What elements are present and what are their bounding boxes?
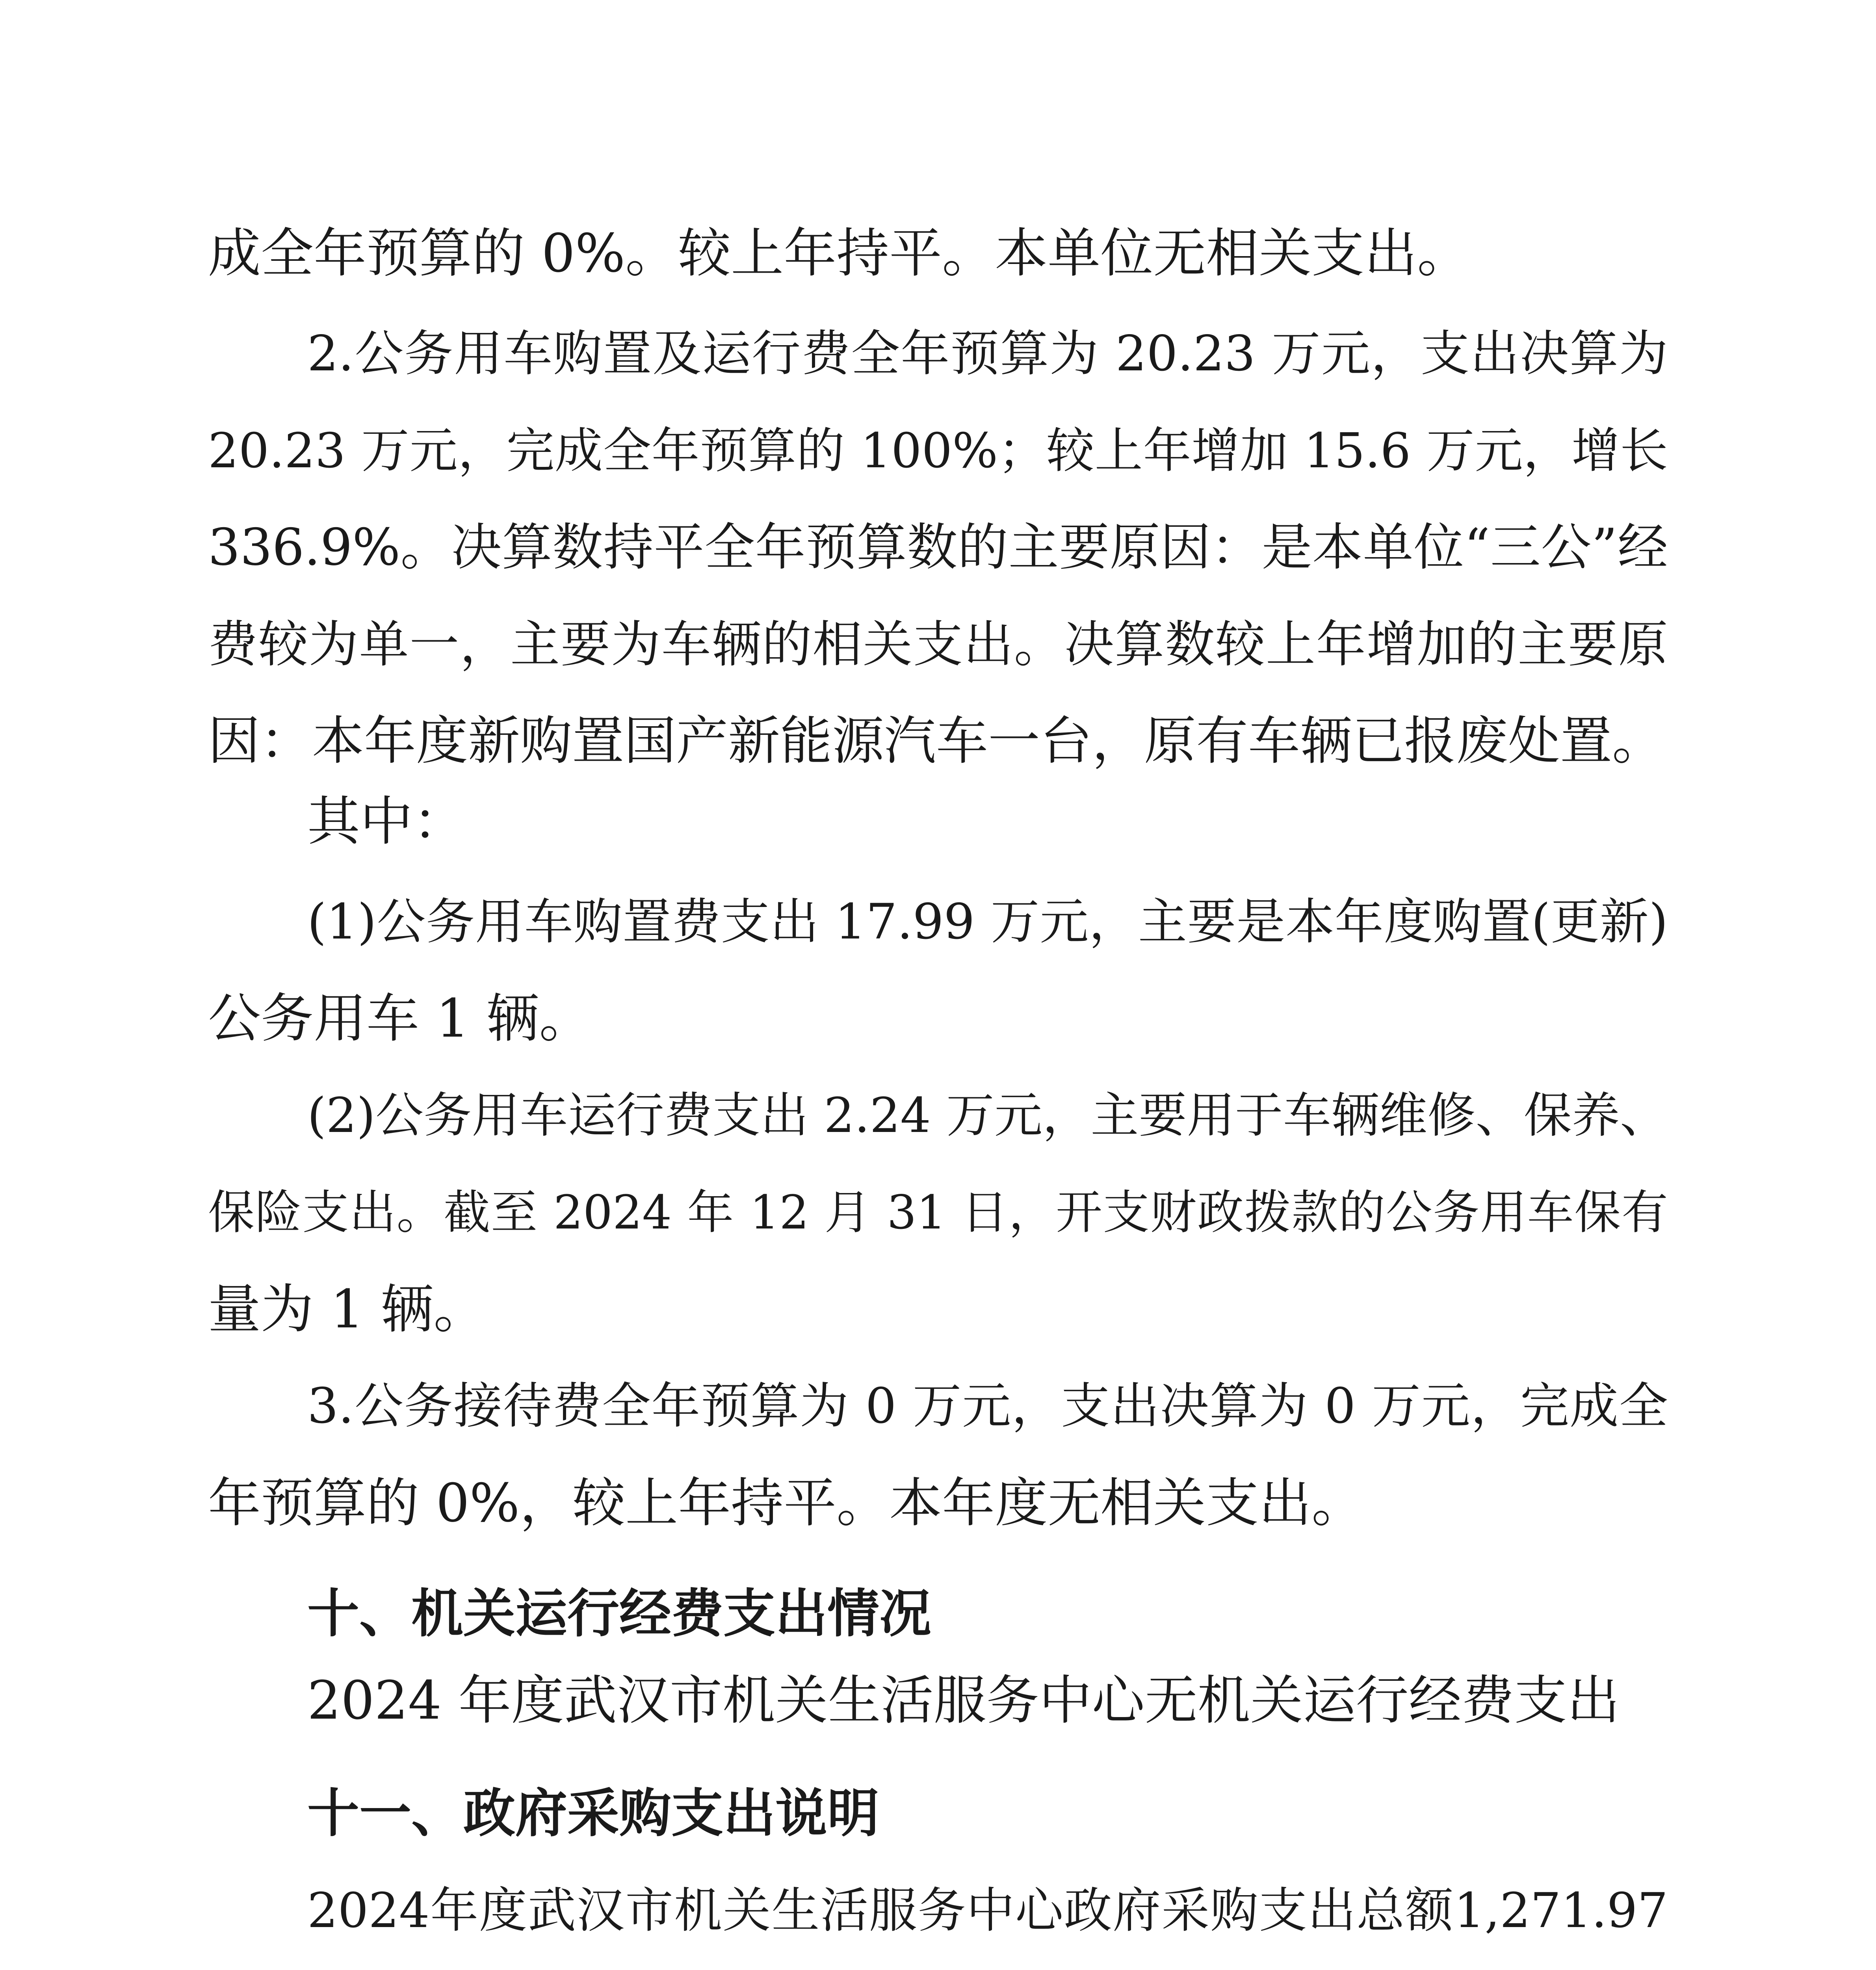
paragraph-line: 336.9%。决算数持平全年预算数的主要原因：是本单位“三公”经 [208, 518, 1668, 577]
paragraph-line: 2024 年度武汉市机关生活服务中心无机关运行经费支出 [307, 1670, 1620, 1731]
paragraph-line: 年预算的 0%，较上年持平。本年度无相关支出。 [208, 1472, 1365, 1534]
paragraph-line: (2)公务用车运行费支出 2.24 万元，主要用于车辆维修、保养、 [307, 1087, 1668, 1143]
paragraph-line: 公务用车 1 辆。 [208, 988, 592, 1049]
section-heading: 十、机关运行经费支出情况 [307, 1583, 931, 1644]
paragraph-line: 费较为单一，主要为车辆的相关支出。决算数较上年增加的主要原 [208, 615, 1668, 673]
paragraph-line: 2.公务用车购置及运行费全年预算为 20.23 万元，支出决算为 [307, 325, 1668, 382]
paragraph-line: 其中： [307, 791, 466, 852]
paragraph-line: 成全年预算的 0%。较上年持平。本单位无相关支出。 [208, 223, 1470, 284]
section-heading: 十一、政府采购支出说明 [307, 1783, 879, 1844]
paragraph-line: 保险支出。截至 2024 年 12 月 31 日，开支财政拨款的公务用车保有 [208, 1185, 1668, 1240]
paragraph-line: 因：本年度新购置国产新能源汽车一台，原有车辆已报废处置。 [208, 711, 1664, 771]
paragraph-line: 20.23 万元，完成全年预算的 100%；较上年增加 15.6 万元，增长 [208, 423, 1668, 479]
paragraph-line: 量为 1 辆。 [208, 1279, 487, 1340]
paragraph-line: 2024年度武汉市机关生活服务中心政府采购支出总额1,271.97 [307, 1883, 1668, 1938]
paragraph-line: 3.公务接待费全年预算为 0 万元，支出决算为 0 万元，完成全 [307, 1378, 1668, 1435]
paragraph-line: (1)公务用车购置费支出 17.99 万元，主要是本年度购置(更新) [307, 894, 1668, 950]
